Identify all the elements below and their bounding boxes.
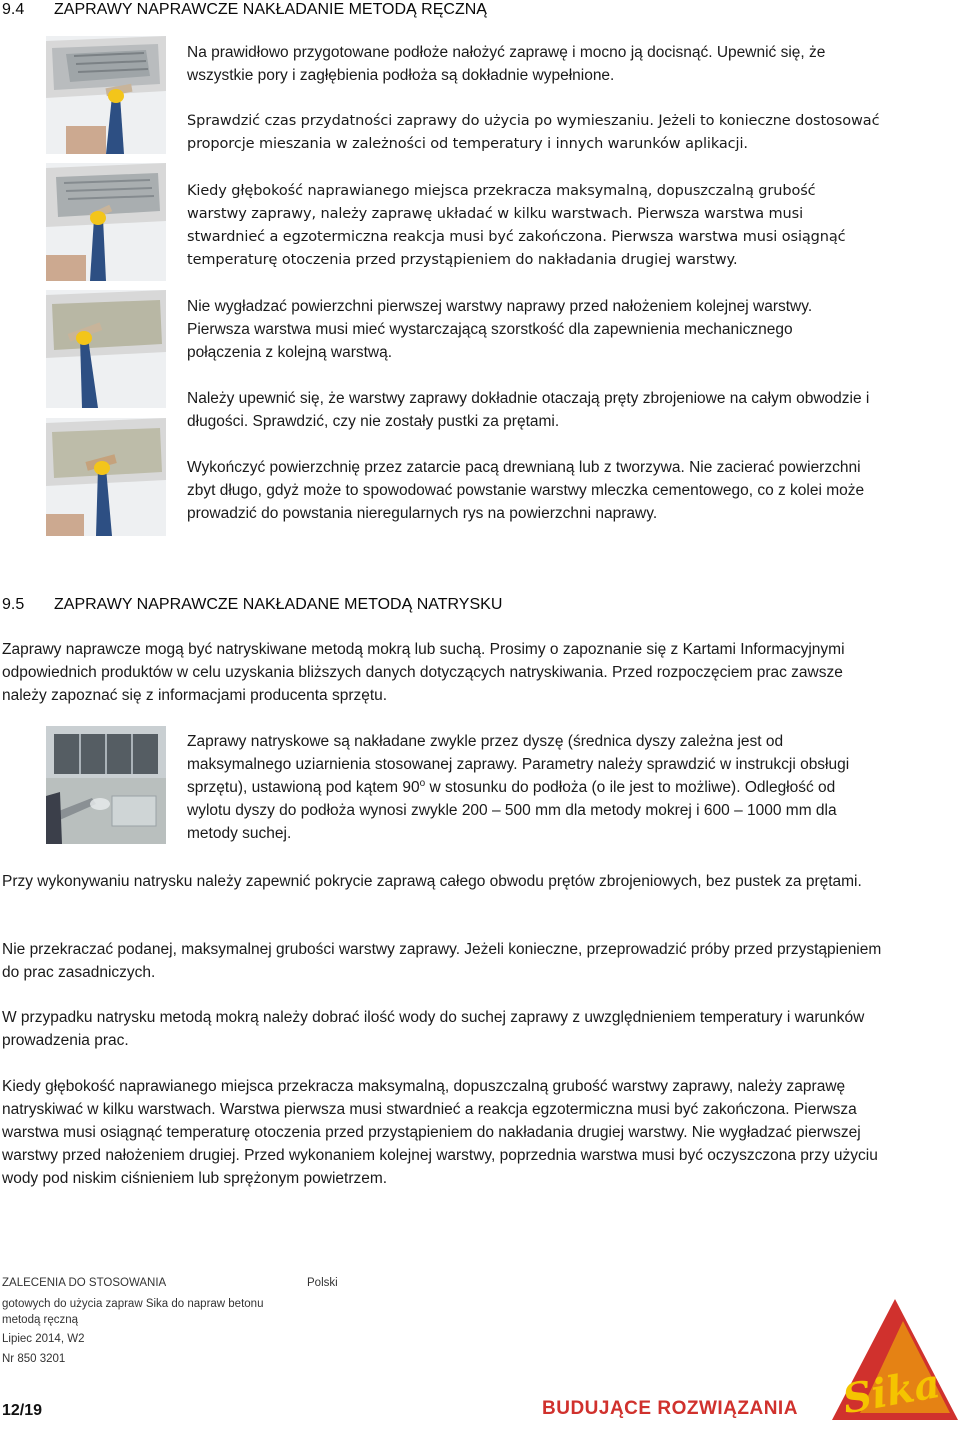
spray-text-part-1: Zaprawy natryskowe są nakładane zwykle przez dyszę (średnica dyszy zależna jest od maksymalnego uziarnienia stosowanej zaprawy. Parametry należy sprawdzić w instrukcji obsługi sprzętu), ustawioną pod kątem 90 bbox=[187, 733, 850, 796]
section-number: 9.4 bbox=[2, 1, 25, 18]
svg-text:Sika: Sika bbox=[839, 1359, 944, 1424]
footer-doc-type: ZALECENIA DO STOSOWANIA bbox=[2, 1277, 167, 1289]
footer-subject-line-2: metodą ręczną bbox=[2, 1314, 79, 1326]
paragraph: Sprawdzić czas przydatności zaprawy do użycia po wymieszaniu. Jeżeli to konieczne dostosować proporcje mieszania w zależności od temperatury i innych warunków aplikacji. bbox=[187, 113, 880, 152]
paragraph: Nie wygładzać powierzchni pierwszej warstwy naprawy przed nałożeniem kolejnej warstwy. Pierwsza warstwa musi mieć wystarczającą szorstkość dla zapewnienia mechanicznego połączenia z kolejną warstwą. bbox=[187, 298, 813, 361]
paragraph: Kiedy głębokość naprawianego miejsca przekracza maksymalną, dopuszczalną grubość warstwy zaprawy, należy zaprawę układać w kilku warstwach. Pierwsza warstwa musi stwardnieć a egzotermiczna reakcja musi być zakończona. Pierwsza warstwa musi osiągnąć temperaturę otoczenia przed przystąpieniem do nakładania drugiej warstwy. bbox=[187, 183, 846, 268]
brand-tagline: BUDUJĄCE ROZWIĄZANIA bbox=[542, 1398, 798, 1419]
spray-text-part-2: w stosunku do podłoża (o ile jest to możliwe). Odległość od wylotu dyszy do podłoża wynosi zwykle 200 – 500 mm dla metody mokrej i 600 – 1000 mm dla metody suchej. bbox=[187, 779, 837, 842]
paragraph: Kiedy głębokość naprawianego miejsca przekracza maksymalną, dopuszczalną grubość warstwy zaprawy, należy zaprawę natryskiwać w kilku warstwach. Warstwa pierwsza musi stwardnieć a reakcja egzotermiczna musi być zakończona. Pierwsza warstwa musi osiągnąć temperaturę otoczenia przed przystąpieniem do nakładania drugiej warstwy. Nie wygładzać pierwszej warstwy przed nałożeniem drugiej. Przed wykonaniem kolejnej warstwy, poprzednia warstwa musi być oczyszczona przy użyciu wody pod niskim ciśnieniem lub sprężonym powietrzem. bbox=[2, 1078, 878, 1187]
paragraph: Wykończyć powierzchnię przez zatarcie pacą drewnianą lub z tworzywa. Nie zacierać powierzchni zbyt długo, gdyż może to spowodować powstanie warstwy mleczka cementowego, co z kolei może prowadzić do powstania nieregularnych rys na powierzchni naprawy. bbox=[187, 459, 865, 522]
paragraph: Należy upewnić się, że warstwy zaprawy dokładnie otaczają pręty zbrojeniowe na całym obwodzie i długości. Sprawdzić, czy nie zostały pustki za prętami. bbox=[187, 390, 870, 430]
footer-subject-line-1: gotowych do użycia zapraw Sika do napraw betonu bbox=[2, 1298, 264, 1310]
section-number: 9.5 bbox=[2, 596, 25, 613]
ceiling-trowel-image-3 bbox=[46, 290, 166, 408]
paragraph: Nie przekraczać podanej, maksymalnej grubości warstwy zaprawy. Jeżeli konieczne, przeprowadzić próby przed przystąpieniem do prac zasadniczych. bbox=[2, 941, 882, 981]
spraying-image bbox=[46, 726, 166, 844]
ceiling-trowel-image-1 bbox=[46, 36, 166, 154]
sika-logo bbox=[830, 1295, 960, 1424]
spray-paragraph bbox=[187, 730, 877, 845]
paragraph: W przypadku natrysku metodą mokrą należy dobrać ilość wody do suchej zaprawy z uwzględnieniem temperatury i warunków prowadzenia prac. bbox=[2, 1009, 865, 1049]
section-9-4-heading bbox=[2, 0, 487, 20]
ceiling-trowel-image-2 bbox=[46, 163, 166, 281]
footer-number: Nr 850 3201 bbox=[2, 1353, 66, 1365]
footer-language: Polski bbox=[307, 1277, 338, 1289]
paragraph: Zaprawy naprawcze mogą być natryskiwane metodą mokrą lub suchą. Prosimy o zapoznanie się z Kartami Informacyjnymi odpowiednich produktów w celu uzyskania bliższych danych dotyczących natryskiwania. Przed rozpoczęciem prac zawsze należy zapoznać się z informacjami producenta sprzętu. bbox=[2, 641, 845, 704]
paragraph: Przy wykonywaniu natrysku należy zapewnić pokrycie zaprawą całego obwodu prętów zbrojeniowych, bez pustek za prętami. bbox=[2, 873, 862, 890]
footer-date: Lipiec 2014, W2 bbox=[2, 1333, 85, 1345]
paragraph: Na prawidłowo przygotowane podłoże nałożyć zaprawę i mocno ją docisnąć. Upewnić się, że wszystkie pory i zagłębienia podłoża są dokładnie wypełnione. bbox=[187, 44, 826, 84]
ceiling-trowel-image-4 bbox=[46, 418, 166, 536]
section-9-5-heading bbox=[2, 595, 502, 615]
degree-mark: o bbox=[419, 777, 426, 789]
section-title: ZAPRAWY NAPRAWCZE NAKŁADANE METODĄ NATRYSKU bbox=[54, 596, 503, 613]
section-title: ZAPRAWY NAPRAWCZE NAKŁADANIE METODĄ RĘCZNĄ bbox=[54, 1, 487, 18]
page-number: 12/19 bbox=[2, 1402, 43, 1419]
